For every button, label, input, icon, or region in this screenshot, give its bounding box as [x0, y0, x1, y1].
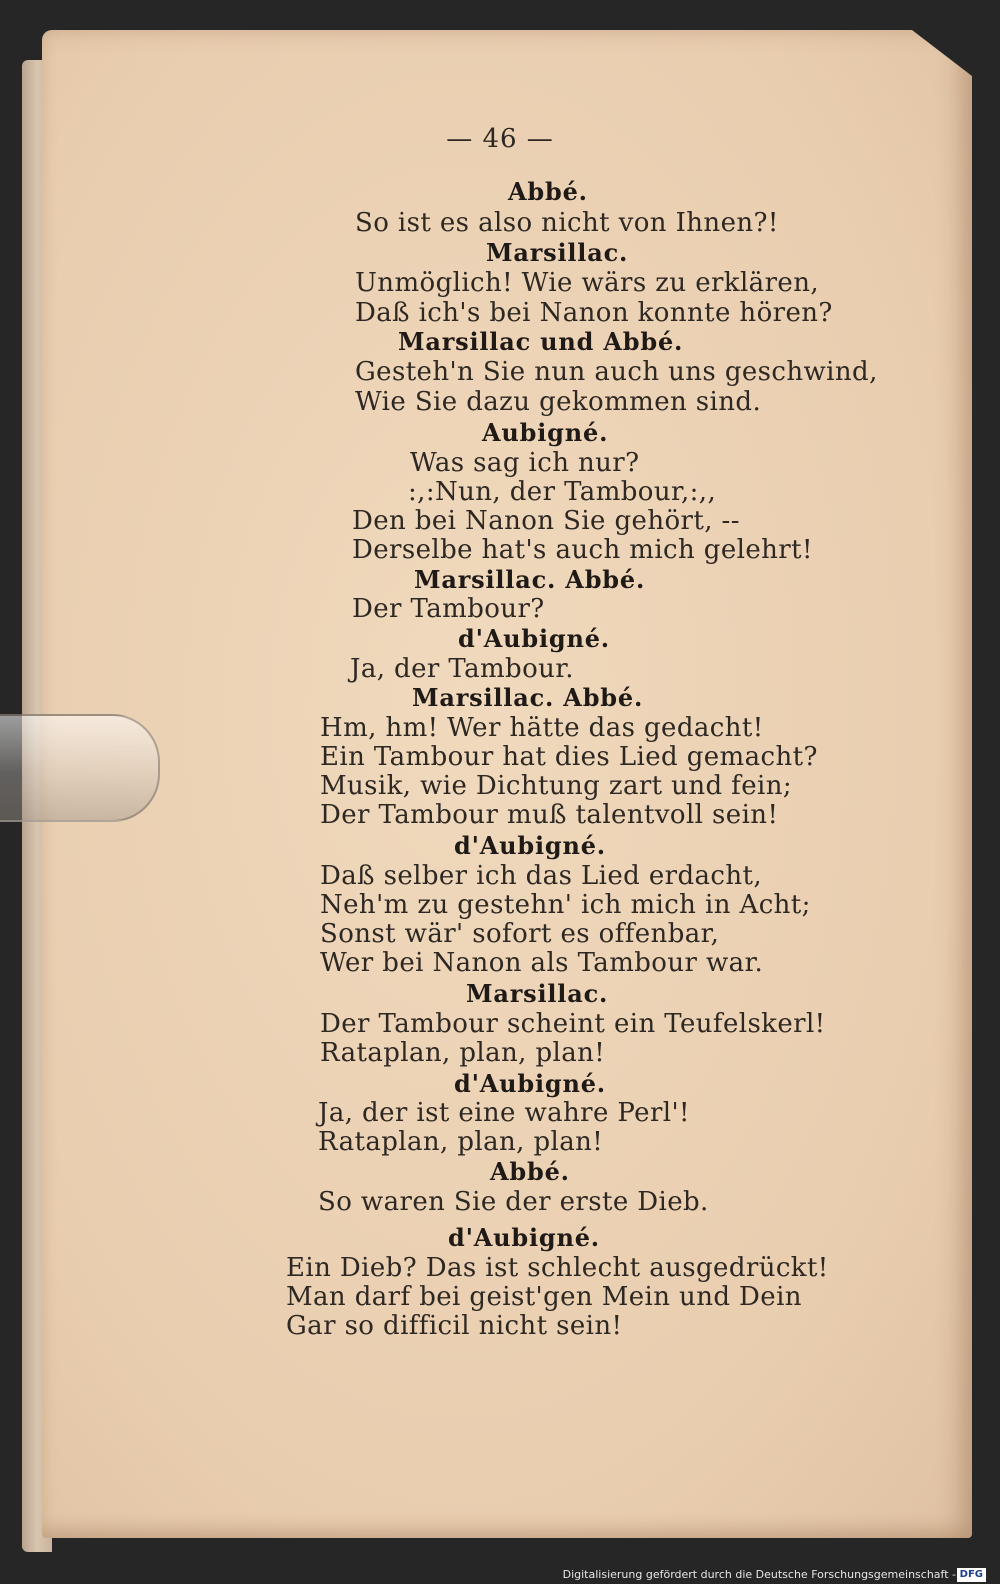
verse-line: Wie Sie dazu gekommen sind.	[355, 387, 762, 417]
verse-line: So ist es also nicht von Ihnen?!	[355, 208, 779, 238]
verse-line: So waren Sie der erste Dieb.	[318, 1187, 709, 1217]
verse-line: Der Tambour scheint ein Teufelskerl!	[320, 1009, 826, 1039]
verse-line: Gar so difficil nicht sein!	[286, 1311, 623, 1341]
speaker-heading: Marsillac.	[466, 979, 609, 1008]
verse-line: Daß ich's bei Nanon konnte hören?	[355, 298, 833, 328]
verse-line: Derselbe hat's auch mich gelehrt!	[352, 535, 813, 565]
verse-line: Unmöglich! Wie wärs zu erklären,	[355, 268, 820, 298]
verse-line: Gesteh'n Sie nun auch uns geschwind,	[355, 357, 878, 387]
speaker-heading: Abbé.	[508, 177, 588, 206]
speaker-heading: Marsillac. Abbé.	[412, 683, 644, 712]
page-corner-fold	[912, 30, 972, 76]
verse-line: Was sag ich nur?	[410, 448, 640, 478]
verse-line: Rataplan, plan, plan!	[320, 1038, 606, 1068]
digitization-credit: Digitalisierung gefördert durch die Deutsche Forschungsgemeinschaft -	[562, 1568, 956, 1581]
verse-line: Ein Tambour hat dies Lied gemacht?	[320, 742, 818, 772]
speaker-heading: Abbé.	[490, 1157, 570, 1186]
verse-line: Den bei Nanon Sie gehört, --	[352, 506, 740, 536]
verse-line: Ja, der Tambour.	[350, 654, 574, 684]
verse-line: Musik, wie Dichtung zart und fein;	[320, 771, 793, 801]
verse-line: Sonst wär' sofort es offenbar,	[320, 919, 720, 949]
verse-line: Der Tambour muß talentvoll sein!	[320, 800, 779, 830]
speaker-heading: d'Aubigné.	[458, 624, 610, 653]
speaker-heading: Marsillac.	[486, 238, 629, 267]
verse-line: Hm, hm! Wer hätte das gedacht!	[320, 713, 764, 743]
verse-line: Ja, der ist eine wahre Perl'!	[318, 1098, 690, 1128]
verse-line: Der Tambour?	[352, 594, 545, 624]
verse-line: Man darf bei geist'gen Mein und Dein	[286, 1282, 802, 1312]
page-number: — 46 —	[446, 124, 554, 154]
dfg-logo: DFG	[957, 1568, 986, 1582]
verse-line: Wer bei Nanon als Tambour war.	[320, 948, 764, 978]
page-clip-icon	[0, 714, 160, 822]
speaker-heading: d'Aubigné.	[448, 1223, 600, 1252]
speaker-heading: Marsillac und Abbé.	[398, 327, 684, 356]
verse-line: Daß selber ich das Lied erdacht,	[320, 861, 763, 891]
verse-line: Ein Dieb? Das ist schlecht ausgedrückt!	[286, 1253, 829, 1283]
speaker-heading: d'Aubigné.	[454, 831, 606, 860]
verse-line: Rataplan, plan, plan!	[318, 1127, 604, 1157]
verse-line: Neh'm zu gestehn' ich mich in Acht;	[320, 890, 811, 920]
verse-line: :,:Nun, der Tambour,:,,	[408, 477, 717, 507]
speaker-heading: d'Aubigné.	[454, 1069, 606, 1098]
speaker-heading: Marsillac. Abbé.	[414, 565, 646, 594]
speaker-heading: Aubigné.	[482, 418, 609, 447]
